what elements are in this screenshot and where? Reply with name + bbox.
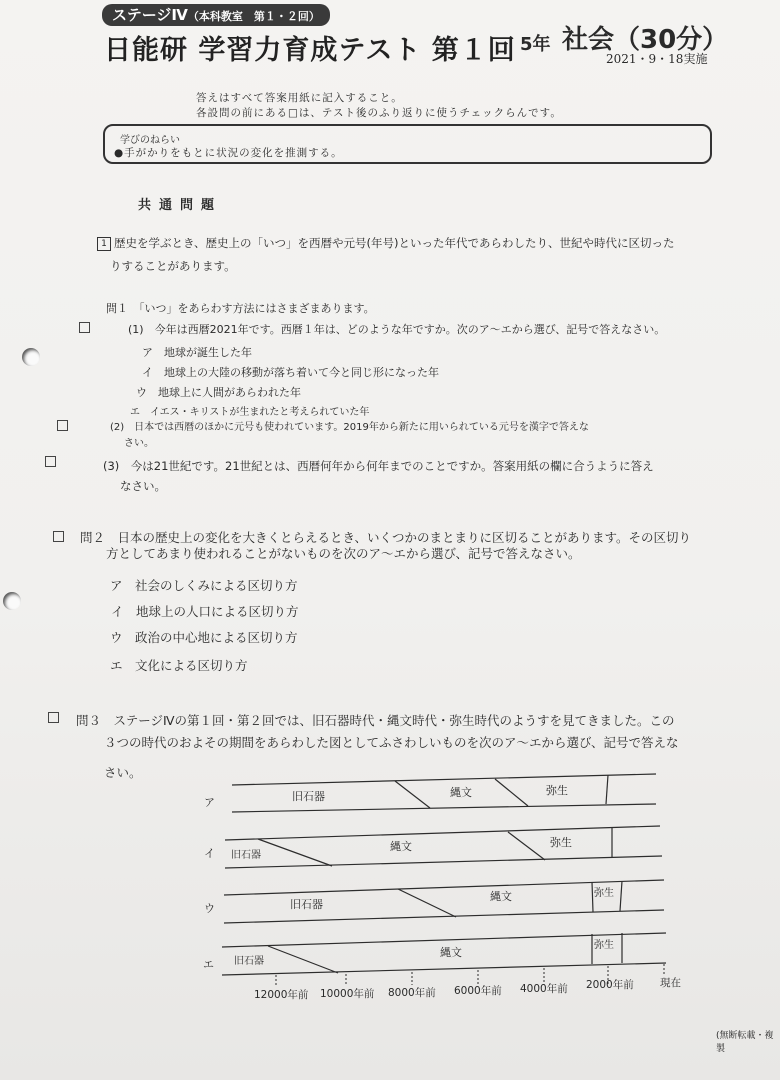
test-date: 2021・9・18実施 [606,52,708,66]
choice: イ 地球上の大陸の移動が落ち着いて今と同じ形になった年 [142,366,439,379]
axis-tick-label: 8000年前 [388,987,436,999]
era-label: 縄文 [490,890,512,903]
era-label: 弥生 [594,888,614,899]
q1-intro-line: 歴史を学ぶとき、歴史上の「いつ」を西暦や元号(年号)といった年代であらわしたり、世紀や時代に区切った [114,236,675,250]
mon1-heading: 問１ 「いつ」をあらわす方法にはさまざまあります。 [106,302,375,315]
axis-tick-label: 10000年前 [320,988,375,1000]
q1-intro-line: りすることがあります。 [110,259,236,273]
choice: エ 文化による区切り方 [110,658,248,673]
stage-name: ステージⅣ [112,6,188,24]
mon3-line: 問３ ステージⅣの第１回・第２回では、旧石器時代・縄文時代・弥生時代のようすを見てきました。この [76,713,675,728]
era-label: 弥生 [546,784,568,797]
question-number: 1 [97,237,111,251]
axis-tick-label: 4000年前 [520,983,568,995]
mon1-sub2-line: さい。 [124,438,154,449]
choice: イ 地球上の人口による区切り方 [111,604,299,619]
aim-text: ●手がかりをもとに状況の変化を推測する。 [114,147,343,159]
instruction-line: 答えはすべて答案用紙に記入すること。 [196,92,403,104]
copyright-note: (無断転載・複製 [716,1031,774,1054]
mon1-sub3-line: なさい。 [120,479,166,493]
choice: ウ 地球上に人間があらわれた年 [136,386,301,399]
era-label: 旧石器 [292,790,325,803]
aim-label: 学びのねらい [118,131,182,146]
stage-sub: （本科教室 第１・２回） [187,10,320,23]
test-title: 日能研 学習力育成テスト 第１回 [104,35,516,66]
choice: ア 社会のしくみによる区切り方 [110,578,298,593]
mon1-sub2-line: (2) 日本では西暦のほかに元号も使われています。2019年から新たに用いられている元号を漢字で答えな [110,422,589,433]
mon1-sub1: (1) 今年は西暦2021年です。西暦１年は、どのような年ですか。次のア～エから選び、記号で答えなさい。 [128,323,666,336]
choice: ア 地球が誕生した年 [142,346,252,359]
option-label: ア [204,796,215,809]
axis-tick-label: 現在 [660,977,681,989]
mon2-line: 問２ 日本の歴史上の変化を大きくとらえるとき、いくつかのまとまりに区切ることがあります。その区切り [80,530,692,545]
axis-tick-label: 6000年前 [454,985,502,997]
era-label: 縄文 [450,786,472,799]
section-title: 共通問題 [138,198,223,213]
subject-label: 社会（30分） [562,25,729,55]
option-label: ウ [204,902,215,915]
choice: エ イエス・キリストが生まれたと考えられていた年 [130,407,370,418]
mon3-line: ３つの時代のおよその期間をあらわした図としてふさわしいものを次のア～エから選び、記号で答えな [104,735,679,750]
era-label: 旧石器 [234,956,264,967]
mon1-sub3-line: (3) 今は21世紀です。21世紀とは、西暦何年から何年までのことですか。答案用紙の欄に合うように答え [103,459,654,473]
grade-label: 5年 [520,34,551,55]
instruction-line: 各設問の前にある□は、テスト後のふり返りに使うチェックらんです。 [196,107,562,119]
axis-tick-label: 2000年前 [586,979,634,991]
option-label: イ [204,847,215,860]
era-label: 弥生 [550,836,572,849]
option-label: エ [203,958,214,971]
era-label: 旧石器 [290,898,323,911]
choice: ウ 政治の中心地による区切り方 [110,630,298,645]
era-label: 旧石器 [231,850,261,861]
mon2-line: 方としてあまり使われることがないものを次のア～エから選び、記号で答えなさい。 [106,546,581,561]
mon3-line: さい。 [104,765,142,780]
era-label: 縄文 [390,840,412,853]
era-label: 縄文 [440,946,462,959]
era-label: 弥生 [594,940,614,951]
axis-tick-label: 12000年前 [254,989,309,1001]
